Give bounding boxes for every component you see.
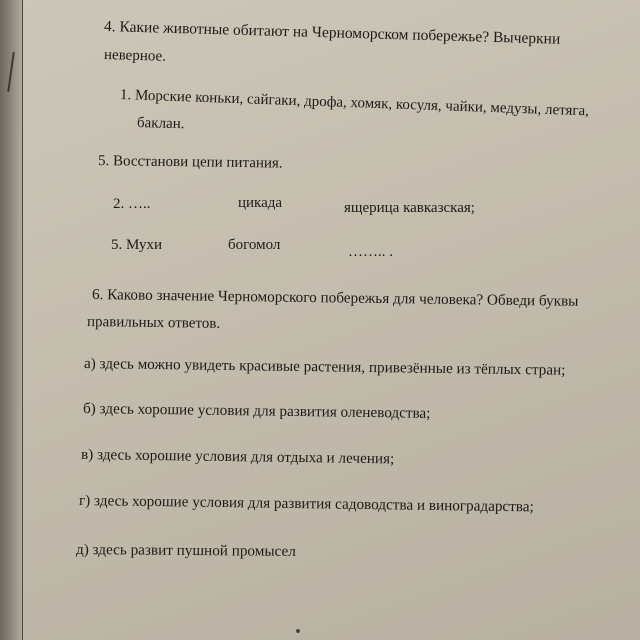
answer-option-e: д) здесь развит пушной промысел [75,541,296,560]
answer-option-c: в) здесь хорошие условия для отдыха и лечения; [80,446,395,468]
answer-option-d: г) здесь хорошие условия для развития садоводства и виноградарства; [78,492,534,516]
paper-speck [296,629,300,633]
answer-option-a: а) здесь можно увидеть красивые растения, привезённые из тёплых стран; [83,355,566,379]
question-6-title-continued: правильных ответов. [86,314,221,332]
question-5-title: 5. Восстанови цепи питания. [97,153,283,172]
food-chain-1-start: 2. ….. [113,196,151,212]
food-chain-1-end: ящерица кавказская; [344,200,475,216]
question-4-title-continued: неверное. [103,47,167,65]
answer-option-b: б) здесь хорошие условия для развития оленеводства; [82,400,431,422]
question-4-title: 4. Какие животные обитают на Черноморском побережье? Вычеркни [103,18,561,48]
food-chain-2-start: 5. Мухи [111,237,162,253]
food-chain-1-middle: цикада [238,195,283,211]
food-chain-2-middle: богомол [228,237,281,253]
question-4-animal-list: 1. Морские коньки, сайгаки, дрофа, хомяк, косуля, чайки, медузы, летяга, [119,87,590,120]
question-4-animal-list-continued: баклан. [136,115,185,133]
food-chain-2-end: …….. . [348,244,393,260]
question-6-title: 6. Каково значение Черноморского побережья для человека? Обведи буквы [91,286,579,310]
